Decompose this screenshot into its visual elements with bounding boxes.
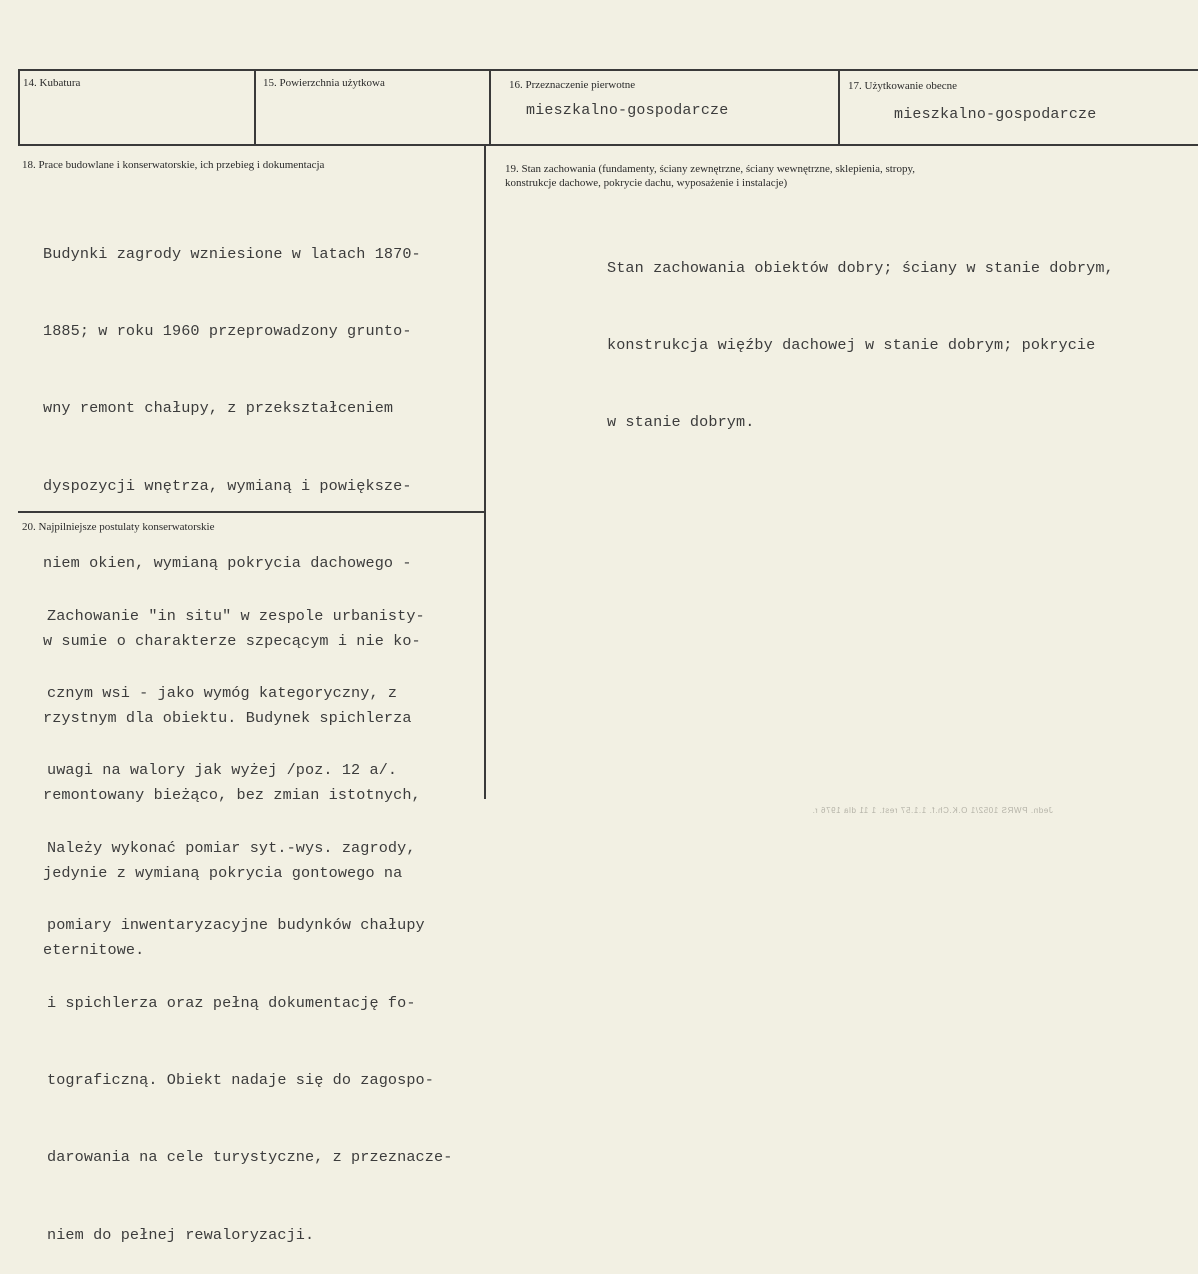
center-vertical-rule [484,144,486,799]
left-border-rule [18,69,20,145]
field-15-label: 15. Powierzchnia użytkowa [263,77,385,89]
text-line: pomiary inwentaryzacyjne budynków chałupy [47,916,425,935]
printer-footer: Jedn. PWRS 1052/1 O.K.Ch.f. 1.1.57 rest. 1 11 dla 1976 r. [812,806,1053,815]
text-line: eternitowe. [43,941,145,960]
text-line: rzystnym dla obiektu. Budynek spichlerza [43,708,412,727]
field-20-text [47,552,452,1274]
text-line: w stanie dobrym. [607,413,755,432]
text-line: Stan zachowania obiektów dobry; ściany w stanie dobrym, [607,258,1114,277]
text-line: niem okien, wymianą pokrycia dachowego - [43,554,412,573]
header-row-bottom-rule [18,144,1198,146]
field-19-label-line1: 19. Stan zachowania (fundamenty, ściany zewnętrzne, ściany wewnętrzne, sklepienia, stropy, [505,163,916,175]
field-19-label-line2: konstrukcje dachowe, pokrycie dachu, wyposażenie i instalacje) [505,177,788,189]
field-14-label: 14. Kubatura [23,77,81,89]
text-line: tograficzną. Obiekt nadaje się do zagospo- [47,1070,434,1089]
text-line: konstrukcja więźby dachowej w stanie dobrym; pokrycie [607,335,1096,354]
text-line: cznym wsi - jako wymóg kategoryczny, z [47,683,398,702]
text-line: jedynie z wymianą pokrycia gontowego na [43,863,403,882]
field-18-label: 18. Prace budowlane i konserwatorskie, ich przebieg i dokumentacja [22,159,325,171]
text-line: uwagi na walory jak wyżej /poz. 12 a/. [47,761,398,780]
field-17-label: 17. Użytkowanie obecne [848,80,958,92]
text-line: darowania na cele turystyczne, z przeznacze- [47,1148,453,1167]
text-line: remontowany bieżąco, bez zmian istotnych, [43,786,421,805]
divider-16-17 [838,69,840,145]
field-19-text [607,204,1114,462]
field-17-value: mieszkalno-gospodarcze [894,106,1097,123]
text-line: w sumie o charakterze szpecącym i nie ko- [43,631,421,650]
field-16-label: 16. Przeznaczenie pierwotne [509,79,636,91]
text-line: niem do pełnej rewaloryzacji. [47,1225,315,1244]
text-line: dyspozycji wnętrza, wymianą i powiększe- [43,476,412,495]
text-line: Należy wykonać pomiar syt.-wys. zagrody, [47,838,416,857]
text-line: i spichlerza oraz pełną dokumentację fo- [47,993,416,1012]
field-16-value: mieszkalno-gospodarcze [526,102,729,119]
divider-14-15 [254,69,256,145]
divider-15-16 [489,69,491,145]
text-line: 1885; w roku 1960 przeprowadzony grunto- [43,321,412,340]
field-20-label: 20. Najpilniejsze postulaty konserwatorskie [22,521,215,533]
top-rule [18,69,1198,71]
text-line: wny remont chałupy, z przekształceniem [43,399,394,418]
text-line: Budynki zagrody wzniesione w latach 1870- [43,244,421,263]
text-line: Zachowanie "in situ" w zespole urbanisty- [47,606,425,625]
